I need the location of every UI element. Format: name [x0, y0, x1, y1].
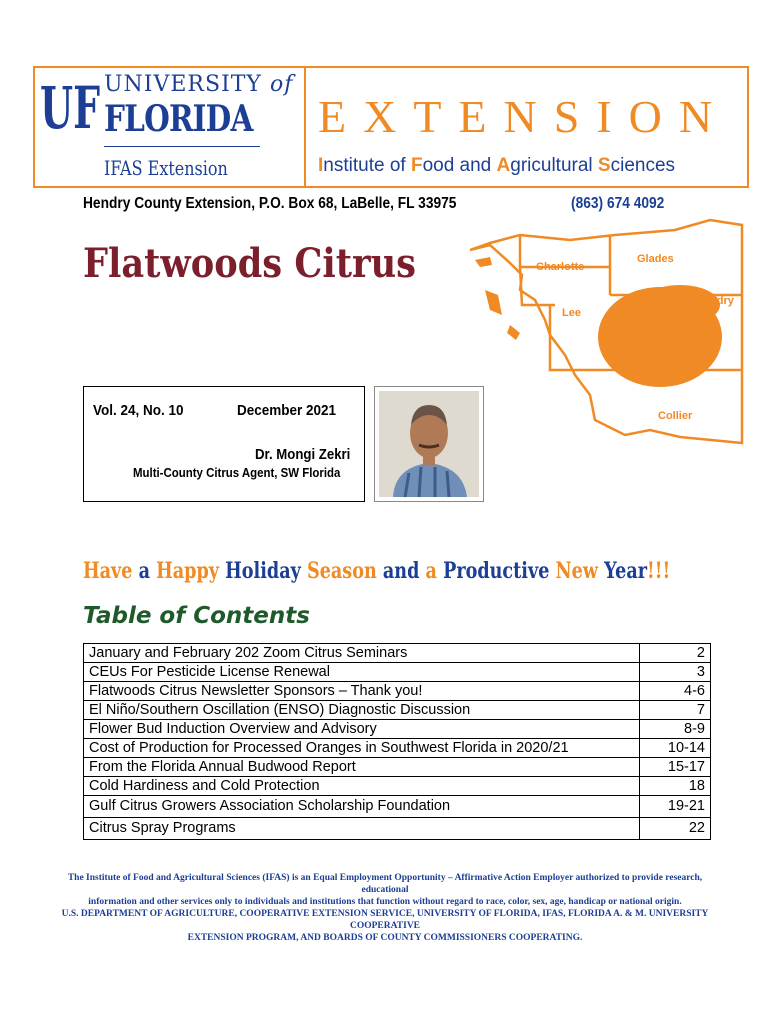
toc-item: Gulf Citrus Growers Association Scholarship Foundation	[84, 796, 640, 818]
greeting-word: Have	[83, 558, 133, 584]
toc-row	[84, 682, 711, 701]
toc-item: From the Florida Annual Budwood Report	[84, 758, 640, 777]
toc-row	[84, 739, 711, 758]
logo-rule	[104, 146, 260, 147]
toc-row	[84, 663, 711, 682]
toc-page: 22	[640, 818, 711, 840]
greeting-word: Season	[306, 558, 377, 584]
ifas-initial: S	[597, 155, 611, 176]
coast-island	[507, 325, 520, 340]
greeting-word: a	[138, 558, 151, 584]
toc-item: Flower Bud Induction Overview and Advisory	[84, 720, 640, 739]
footer-line: information and other services only to individuals and institutions that function without regard to race, color, sex, age, handicap or national origin.	[88, 897, 682, 907]
university-of: of	[269, 72, 294, 97]
toc-row	[84, 701, 711, 720]
greeting-word: and	[382, 558, 420, 584]
county-label-hendry: Hendry	[696, 295, 734, 307]
university-line2: FLORIDA	[104, 98, 253, 140]
agent-title: Multi-County Citrus Agent, SW Florida	[133, 465, 341, 480]
county-label-charlotte: Charlotte	[536, 261, 585, 273]
agent-photo	[374, 386, 484, 502]
toc-page: 18	[640, 777, 711, 796]
volume-number: Vol. 24, No. 10	[93, 402, 184, 419]
toc-row	[84, 644, 711, 663]
county-map	[450, 205, 750, 445]
toc-page: 15-17	[640, 758, 711, 777]
toc-title: Table of Contents	[83, 603, 310, 629]
table-of-contents	[83, 643, 711, 840]
map-svg	[450, 205, 750, 445]
toc-item: Cost of Production for Processed Oranges in Southwest Florida in 2020/21	[84, 739, 640, 758]
address: Hendry County Extension, P.O. Box 68, LaBelle, FL 33975	[83, 195, 457, 212]
toc-item: El Niño/Southern Oscillation (ENSO) Diagnostic Discussion	[84, 701, 640, 720]
greeting-word: New	[555, 558, 598, 584]
eeo-footer	[60, 872, 710, 944]
ifas-text: ciences	[610, 155, 676, 176]
greeting-word: Year	[604, 558, 648, 584]
university-line1	[104, 72, 293, 97]
toc-row	[84, 818, 711, 840]
footer-line: The Institute of Food and Agricultural Sciences (IFAS) is an Equal Employment Opportunity – Affirmative Action Employer authorized to provide research, educational	[67, 873, 703, 895]
phone-number: (863) 674 4092	[571, 195, 665, 212]
ifas-text: gricultural	[510, 155, 598, 176]
toc-row	[84, 777, 711, 796]
ifas-initial: A	[496, 155, 511, 176]
toc-item: Flatwoods Citrus Newsletter Sponsors – Thank you!	[84, 682, 640, 701]
logo-divider	[304, 66, 306, 188]
uf-logo	[40, 72, 100, 142]
greeting-word: Happy	[156, 558, 220, 584]
toc-row	[84, 758, 711, 777]
toc-row	[84, 796, 711, 818]
ifas-text: nstitute of	[323, 155, 411, 176]
toc-page: 19-21	[640, 796, 711, 818]
issue-date: December 2021	[237, 402, 337, 419]
greeting-word: a	[425, 558, 437, 584]
toc-page: 7	[640, 701, 711, 720]
greeting-word: Productive	[443, 558, 550, 584]
ifas-initial: I	[318, 155, 324, 176]
coast-island	[475, 257, 492, 267]
county-label-lee: Lee	[562, 307, 581, 319]
extension-word: EXTENSION	[318, 91, 730, 142]
toc-row	[84, 720, 711, 739]
university-line3: IFAS Extension	[104, 156, 228, 180]
toc-item: January and February 202 Zoom Citrus Seminars	[84, 644, 640, 663]
ifas-line	[318, 155, 675, 177]
toc-page: 3	[640, 663, 711, 682]
toc-page: 2	[640, 644, 711, 663]
footer-line: U.S. DEPARTMENT OF AGRICULTURE, COOPERATIVE EXTENSION SERVICE, UNIVERSITY OF FLORIDA, IFAS, FLORIDA A. & M. UNIVERSITY COOPERATIVE	[61, 909, 709, 931]
ifas-initial: F	[410, 155, 423, 176]
agent-photo-image	[375, 387, 483, 501]
uf-mark-text: UF	[40, 74, 100, 142]
toc-item: Cold Hardiness and Cold Protection	[84, 777, 640, 796]
toc-item: Citrus Spray Programs	[84, 818, 640, 840]
university-word: UNIVERSITY	[104, 72, 262, 97]
newsletter-title: Flatwoods Citrus	[83, 240, 416, 287]
toc-page: 8-9	[640, 720, 711, 739]
holiday-greeting	[83, 558, 670, 584]
toc-page: 10-14	[640, 739, 711, 758]
greeting-word: Holiday	[225, 558, 301, 584]
county-label-glades: Glades	[637, 253, 674, 265]
toc-item: CEUs For Pesticide License Renewal	[84, 663, 640, 682]
toc-page: 4-6	[640, 682, 711, 701]
agent-name: Dr. Mongi Zekri	[255, 446, 351, 463]
ifas-text: ood and	[422, 155, 497, 176]
greeting-word: !!!	[647, 558, 671, 584]
county-label-collier: Collier	[658, 410, 693, 422]
coast-island	[485, 290, 502, 315]
footer-line: EXTENSION PROGRAM, AND BOARDS OF COUNTY COMMISSIONERS COOPERATING.	[187, 933, 583, 943]
